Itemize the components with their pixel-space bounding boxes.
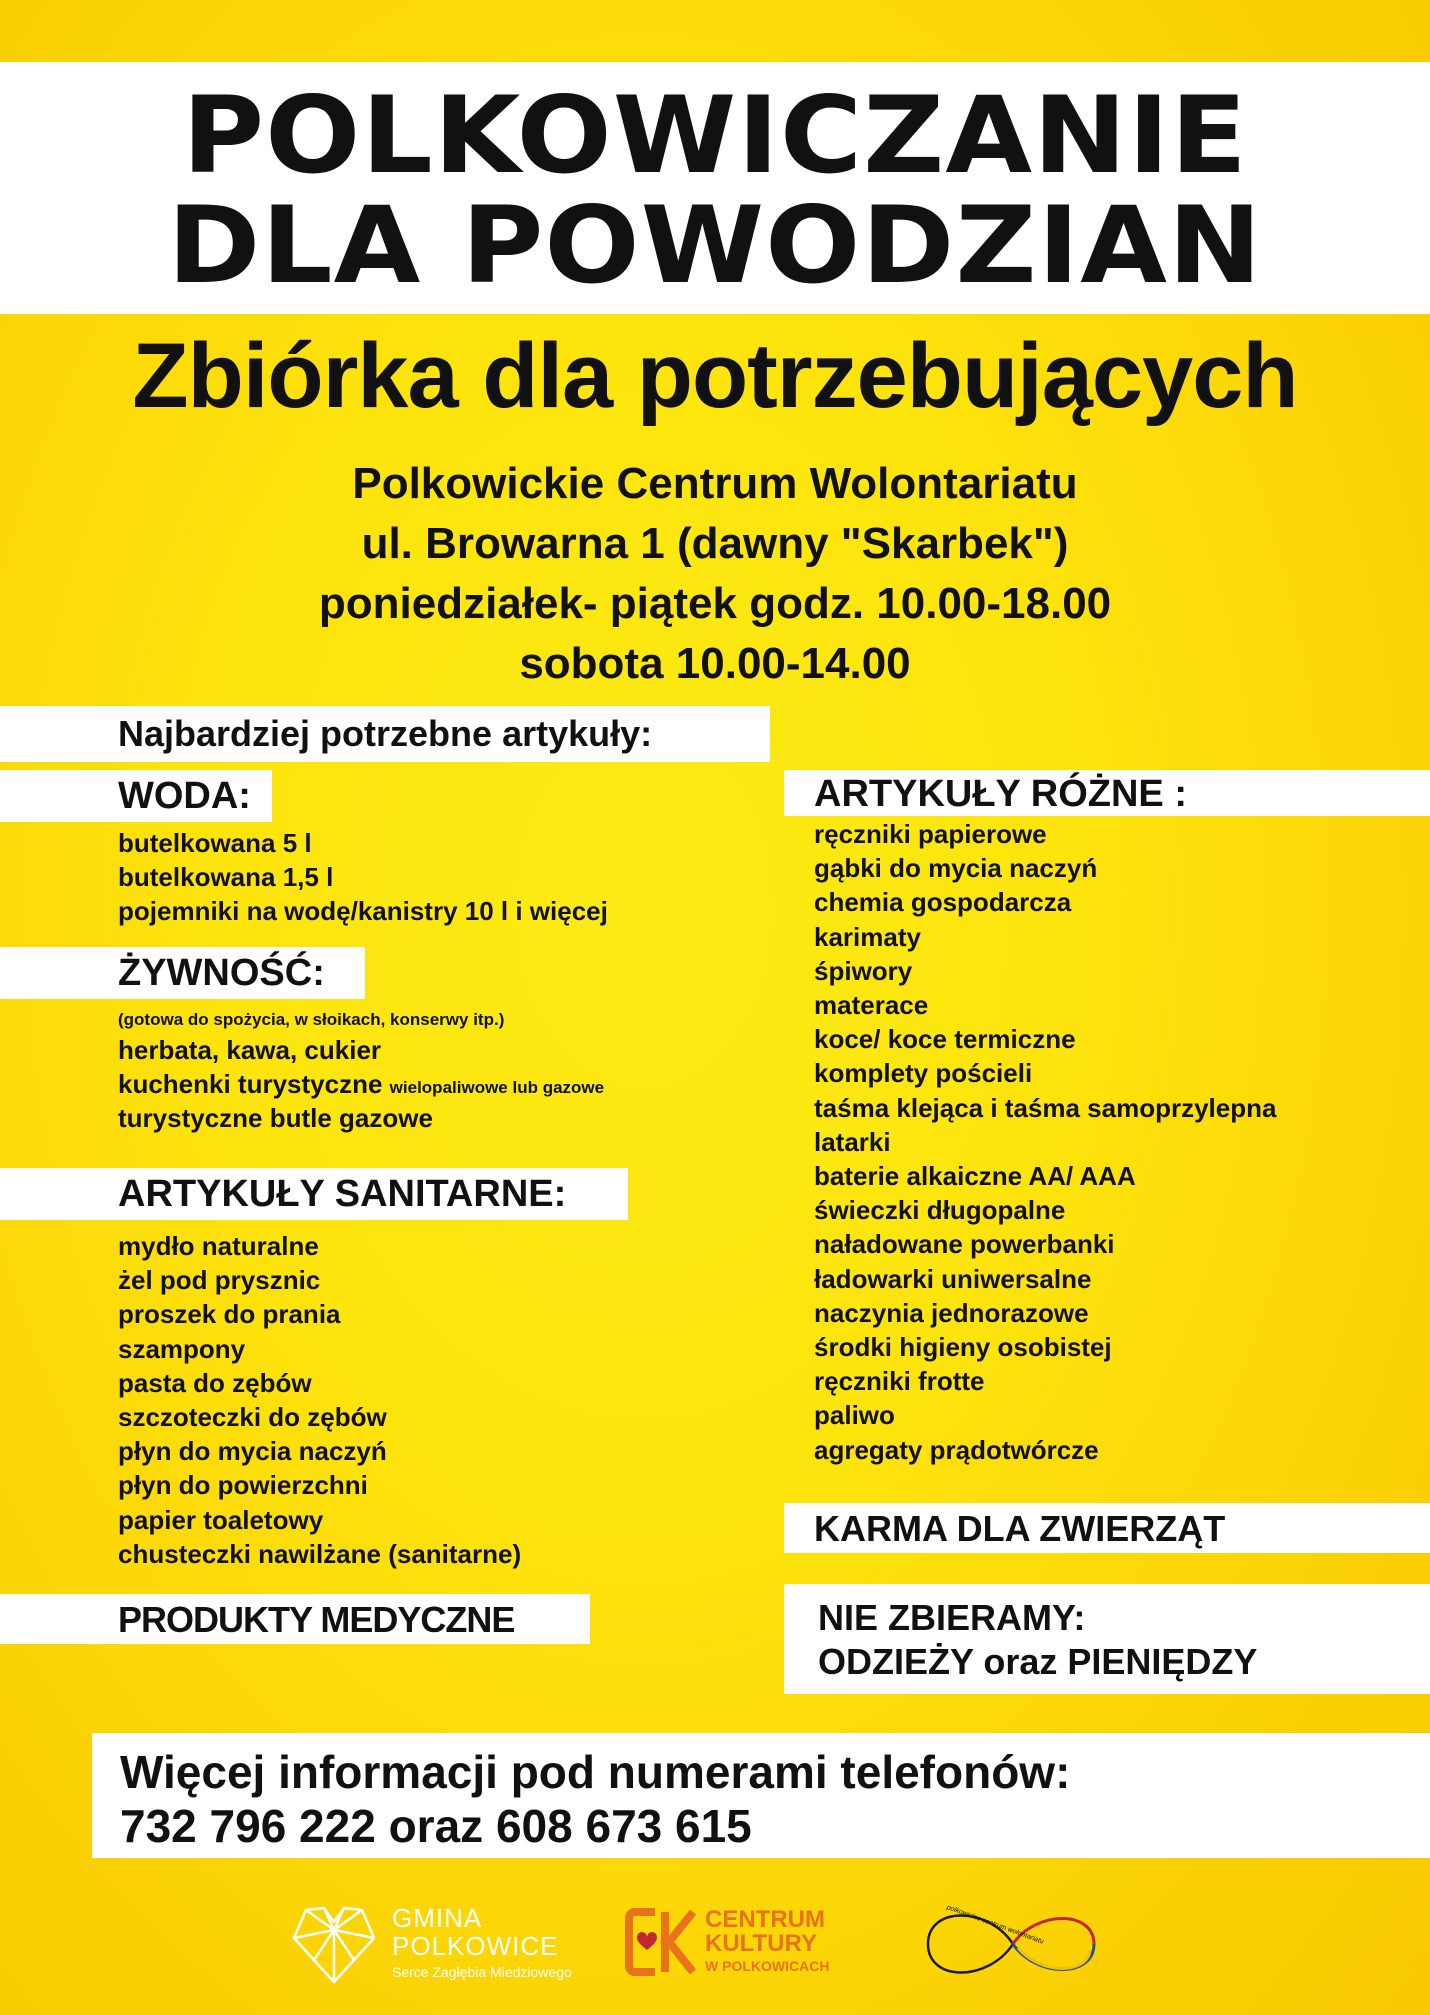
gmina-line-1: GMINA (392, 1903, 483, 1933)
sanitary-header: ARTYKUŁY SANITARNE: (118, 1173, 567, 1215)
subtitle: Zbiórka dla potrzebujących (132, 325, 1298, 427)
list-item: pojemniki na wodę/kanistry 10 l i więcej (118, 896, 608, 927)
list-item: środki higieny osobistej (814, 1332, 1112, 1363)
food-header: ŻYWNOŚĆ: (118, 952, 325, 994)
list-item: koce/ koce termiczne (814, 1024, 1076, 1055)
pets-header-box (784, 1503, 1430, 1553)
list-item: herbata, kawa, cukier (118, 1035, 382, 1065)
list-item: turystyczne butle gazowe (118, 1103, 433, 1133)
misc-list (814, 817, 1276, 1467)
ck-monogram-icon (625, 1906, 697, 1978)
water-list (118, 826, 608, 929)
list-item: mydło naturalne (118, 1231, 319, 1261)
stoves-label: kuchenki turystyczne (118, 1069, 383, 1099)
title-band (0, 62, 1430, 314)
water-header: WODA: (118, 775, 251, 817)
list-item: szczoteczki do zębów (118, 1402, 387, 1433)
hours-weekdays: poniedziałek- piątek godz. 10.00-18.00 (318, 579, 1112, 628)
centrum-line-2: KULTURY (705, 1930, 817, 1957)
list-item: śpiwory (814, 955, 913, 986)
list-item: butelkowana 1,5 l (118, 862, 334, 893)
list-item: agregaty prądotwórcze (814, 1434, 1099, 1465)
sanitary-list (118, 1229, 521, 1571)
misc-header: ARTYKUŁY RÓŻNE : (814, 773, 1187, 815)
wolontariat-logo (918, 1896, 1108, 1992)
list-item: ręczniki papierowe (814, 819, 1047, 849)
food-header-box (0, 947, 365, 999)
address: ul. Browarna 1 (dawny "Skarbek") (361, 519, 1069, 568)
organization-name: Polkowickie Centrum Wolontariatu (352, 459, 1078, 508)
list-item: płyn do powierzchni (118, 1470, 368, 1501)
food-stoves-line (118, 1067, 604, 1105)
list-item: naładowane powerbanki (814, 1229, 1115, 1260)
title-line-1: POLKOWICZANIE (182, 74, 1248, 198)
not-collected-line-1: NIE ZBIERAMY: (818, 1597, 1086, 1638)
list-item: papier toaletowy (118, 1504, 324, 1535)
sanitary-header-box (0, 1168, 628, 1220)
list-item: żel pod prysznic (118, 1265, 321, 1296)
title-line-2: DLA POWODZIAN (167, 184, 1263, 308)
list-item: świeczki długopalne (814, 1195, 1066, 1226)
list-item: chemia gospodarcza (814, 887, 1072, 918)
list-item: proszek do prania (118, 1299, 341, 1330)
list-item: taśma klejąca i taśma samoprzylepna (814, 1092, 1277, 1123)
medical-header-box (0, 1594, 590, 1644)
list-item: paliwo (814, 1400, 895, 1431)
hours-saturday: sobota 10.00-14.00 (519, 639, 911, 688)
contact-phones: 732 796 222 oraz 608 673 615 (120, 1800, 752, 1852)
needed-header-box (0, 706, 770, 762)
centrum-line-3: W POLKOWICACH (705, 1958, 830, 1974)
water-header-box (0, 770, 272, 822)
centrum-line-1: CENTRUM (705, 1906, 825, 1933)
list-item: szampony (118, 1333, 246, 1364)
list-item: komplety pościeli (814, 1058, 1033, 1089)
list-item: ładowarki uniwersalne (814, 1263, 1092, 1294)
food-note: (gotowa do spożycia, w słoikach, konserwy itp.) (118, 1010, 505, 1029)
list-item: chusteczki nawilżane (sanitarne) (118, 1538, 522, 1569)
medical-header: PRODUKTY MEDYCZNE (118, 1599, 515, 1640)
list-item: płyn do mycia naczyń (118, 1436, 387, 1467)
pets-header: KARMA DLA ZWIERZĄT (814, 1508, 1226, 1549)
list-item: pasta do zębów (118, 1367, 312, 1398)
list-item: baterie alkaiczne AA/ AAA (814, 1161, 1136, 1192)
gmina-line-2: POLKOWICE (392, 1931, 559, 1961)
list-item: butelkowana 5 l (118, 828, 312, 858)
heart-logo-icon (288, 1900, 380, 1986)
not-collected-box (784, 1584, 1430, 1694)
stoves-note: wielopaliwowe lub gazowe (389, 1078, 605, 1097)
list-item: gąbki do mycia naczyń (814, 853, 1098, 884)
misc-header-box (784, 770, 1430, 816)
wolontariat-text: polkowickie centrum wolontariatu (945, 1904, 1045, 1946)
list-item: ręczniki frotte (814, 1366, 985, 1397)
centrum-kultury-logo (625, 1906, 885, 1982)
list-item: naczynia jednorazowe (814, 1297, 1089, 1328)
list-item: materace (814, 990, 929, 1021)
needed-header: Najbardziej potrzebne artykuły: (118, 713, 653, 754)
list-item: karimaty (814, 921, 921, 952)
contact-line-1: Więcej informacji pod numerami telefonów: (120, 1746, 1071, 1798)
list-item: latarki (814, 1126, 891, 1157)
gmina-tagline: Serce Zagłębia Miedziowego (392, 1964, 572, 1980)
contact-box (92, 1733, 1430, 1858)
not-collected-line-2: ODZIEŻY oraz PIENIĘDZY (818, 1641, 1258, 1682)
gmina-polkowice-logo (288, 1898, 608, 1988)
